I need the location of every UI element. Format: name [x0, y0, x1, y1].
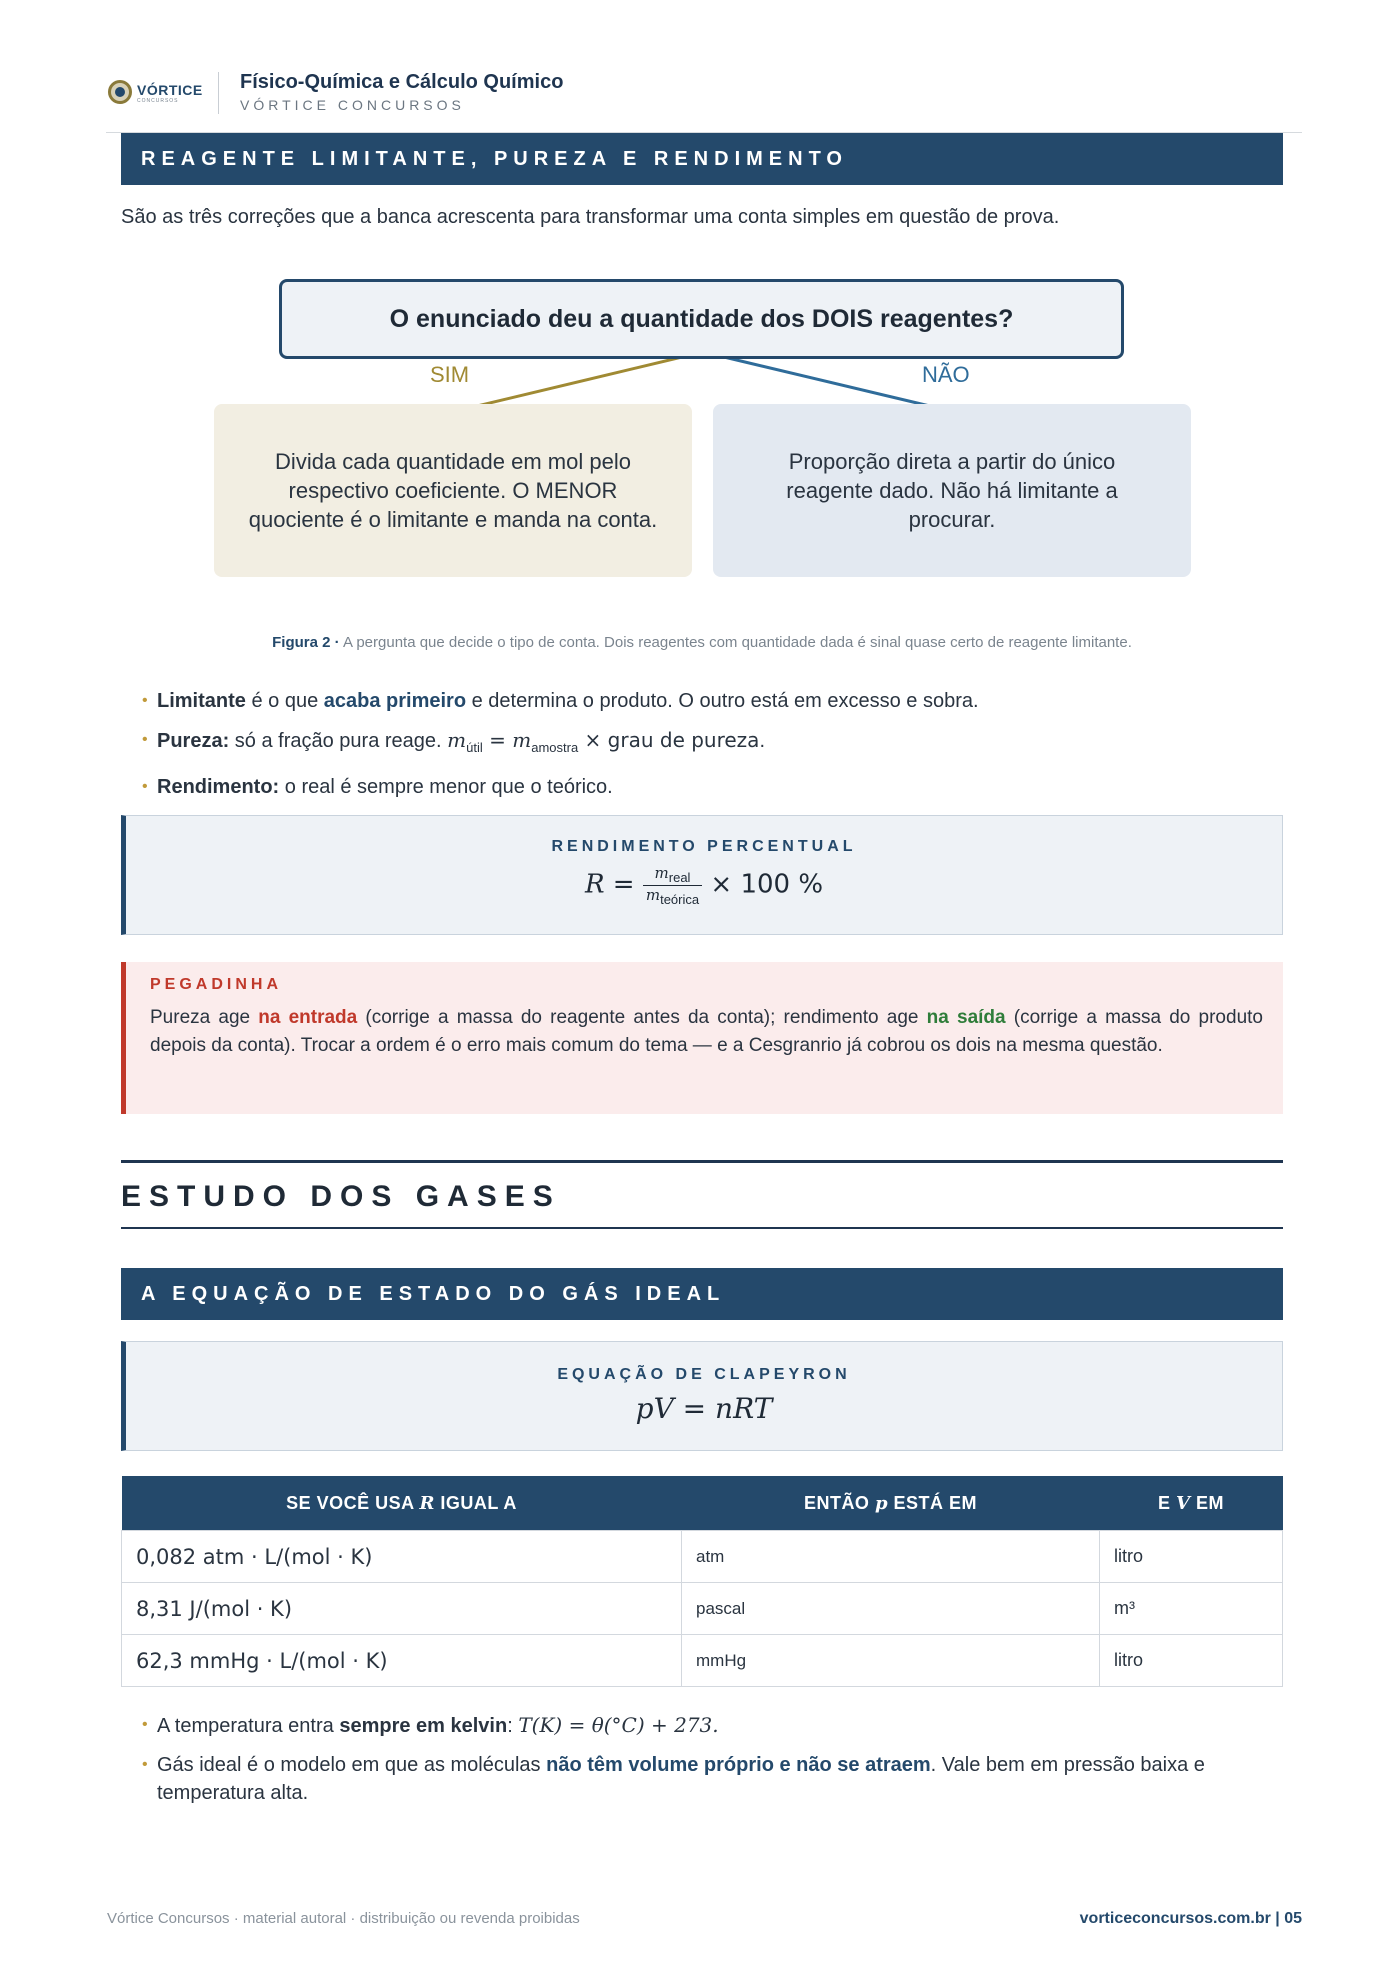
list-text: o real é sempre menor que o teórico.	[279, 776, 613, 798]
gas-constant-table	[121, 1476, 1283, 1687]
list-text: e determina o produto. O outro está em excesso e sobra.	[466, 690, 979, 712]
gas-notes-list	[140, 1711, 1290, 1818]
term-pureza: Pureza:	[157, 730, 230, 752]
highlight-entrada: na entrada	[258, 1007, 358, 1028]
header-text: IGUAL A	[434, 1492, 517, 1513]
formula-text: × grau de pureza	[578, 728, 760, 752]
list-text: .	[759, 730, 765, 752]
header-text: SE VOCÊ USA	[286, 1492, 420, 1513]
table-cell-v: litro	[1100, 1635, 1283, 1687]
flowchart-question: O enunciado deu a quantidade dos DOIS reagentes?	[279, 279, 1124, 359]
callout-segment: (corrige a massa do reagente antes da conta); rendimento age	[357, 1007, 927, 1028]
formula-fraction	[643, 864, 702, 907]
no-branch-text: Proporção direta a partir do único reagente dado. Não há limitante a procurar.	[786, 449, 1118, 532]
no-connector-line	[703, 352, 955, 412]
header-var: R	[419, 1492, 435, 1514]
highlight-text: acaba primeiro	[323, 690, 467, 712]
table-cell-v: litro	[1100, 1531, 1283, 1583]
header-text: E	[1158, 1492, 1177, 1513]
figure-caption	[121, 634, 1283, 651]
highlight-saida: na saída	[926, 1007, 1006, 1028]
logo-subtext: CONCURSOS	[137, 98, 179, 104]
callout-segment: (corrige a massa do produto depois da conta). Trocar a ordem é o erro mais comum do tema — e a Cesgranrio já cobrou os dois na mesma questão.	[150, 1007, 1263, 1056]
logo-text: VÓRTICE	[137, 82, 203, 98]
fraction-numerator	[643, 864, 702, 886]
no-branch-box	[713, 404, 1191, 577]
list-text: é o que	[245, 690, 324, 712]
list-item	[140, 1711, 1290, 1740]
figure-caption-label: Figura 2 ·	[272, 634, 340, 651]
list-item	[140, 773, 1290, 801]
formula-var: m	[512, 728, 532, 752]
column-header-v	[1100, 1476, 1283, 1531]
formula-title: RENDIMENTO PERCENTUAL	[551, 838, 857, 855]
list-text: Gás ideal é o modelo em que as moléculas	[157, 1754, 547, 1776]
list-text: só a fração pura reage.	[229, 730, 448, 752]
list-text: :	[507, 1715, 519, 1737]
formula-var: R	[584, 869, 605, 900]
formula-var: m	[645, 886, 661, 904]
section-rule-bottom	[121, 1227, 1283, 1229]
formula-subscript: amostra	[531, 740, 579, 755]
table-cell-r: 0,082 atm · L/(mol · K)	[122, 1531, 682, 1583]
table-row	[122, 1531, 1283, 1583]
yes-connector-line	[452, 352, 703, 412]
fraction-denominator	[643, 886, 702, 907]
column-header-r	[122, 1476, 682, 1531]
header-var: p	[874, 1492, 889, 1514]
table-row	[122, 1583, 1283, 1635]
list-text: A temperatura entra	[157, 1715, 340, 1737]
section-intro: São as três correções que a banca acrescenta para transformar uma conta simples em questão de prova.	[121, 206, 1060, 228]
column-header-p	[682, 1476, 1100, 1531]
table-cell-p: pascal	[682, 1583, 1100, 1635]
formula-subscript: teórica	[660, 892, 700, 907]
formula-title: EQUAÇÃO DE CLAPEYRON	[557, 1366, 851, 1383]
formula-expression: pV = nRT	[635, 1392, 773, 1425]
table-row	[122, 1635, 1283, 1687]
highlight-text: não têm volume próprio e não se atraem	[546, 1754, 931, 1776]
formula-box-rendimento	[121, 815, 1283, 935]
section-heading-gases: ESTUDO DOS GASES	[121, 1180, 561, 1213]
footer-website-page: vorticeconcursos.com.br | 05	[1079, 1910, 1302, 1927]
emphasis-kelvin: sempre em kelvin	[339, 1715, 508, 1737]
header-var: V	[1176, 1492, 1191, 1514]
callout-pegadinha	[121, 962, 1283, 1114]
table-cell-p: atm	[682, 1531, 1100, 1583]
footer-copyright: Vórtice Concursos · material autoral · distribuição ou revenda proibidas	[107, 1910, 580, 1927]
callout-text	[150, 1004, 1263, 1060]
section-rule-top	[121, 1160, 1283, 1163]
table-cell-r: 8,31 J/(mol · K)	[122, 1583, 682, 1635]
table-header-row	[122, 1476, 1283, 1531]
callout-title: PEGADINHA	[150, 976, 283, 993]
document-subtitle: VÓRTICE CONCURSOS	[240, 97, 465, 113]
list-item	[140, 726, 1290, 762]
formula-box-clapeyron	[121, 1341, 1283, 1451]
section-bar-equacao: A EQUAÇÃO DE ESTADO DO GÁS IDEAL	[121, 1268, 1283, 1320]
formula-var: m	[447, 728, 467, 752]
table-cell-r: 62,3 mmHg · L/(mol · K)	[122, 1635, 682, 1687]
formula-op: =	[604, 869, 643, 900]
formula-var: m	[654, 864, 669, 882]
term-limitante: Limitante	[157, 690, 246, 712]
figure-caption-text: A pergunta que decide o tipo de conta. Dois reagentes com quantidade dada é sinal quase certo de reagente limitante.	[342, 634, 1132, 651]
formula-subscript: útil	[466, 740, 483, 755]
no-branch-label: NÃO	[922, 362, 970, 387]
yes-branch-text: Divida cada quantidade em mol pelo respectivo coeficiente. O MENOR quociente é o limitante e manda na conta.	[248, 449, 658, 532]
formula-op: =	[482, 728, 513, 752]
table-cell-p: mmHg	[682, 1635, 1100, 1687]
formula-expression	[126, 864, 1282, 907]
list-item	[140, 687, 1290, 715]
formula-kelvin: T(K) = θ(°C) + 273.	[518, 1713, 719, 1737]
section-bar-reagente: REAGENTE LIMITANTE, PUREZA E RENDIMENTO	[121, 133, 1283, 185]
header-text: ESTÁ EM	[888, 1492, 978, 1513]
header-text: EM	[1190, 1492, 1224, 1513]
formula-subscript: real	[668, 870, 691, 885]
document-title: Físico-Química e Cálculo Químico	[240, 71, 564, 93]
yes-branch-box	[214, 404, 692, 577]
concepts-list	[140, 687, 1290, 812]
list-item	[140, 1751, 1290, 1807]
formula-op: × 100 %	[702, 869, 824, 900]
term-rendimento: Rendimento:	[157, 776, 280, 798]
list-text: . Vale bem em pressão baixa e temperatura alta.	[157, 1754, 1205, 1804]
header-text: ENTÃO	[803, 1492, 875, 1513]
callout-segment: Pureza age	[150, 1007, 259, 1028]
table-cell-v: m³	[1100, 1583, 1283, 1635]
yes-branch-label: SIM	[430, 362, 470, 387]
